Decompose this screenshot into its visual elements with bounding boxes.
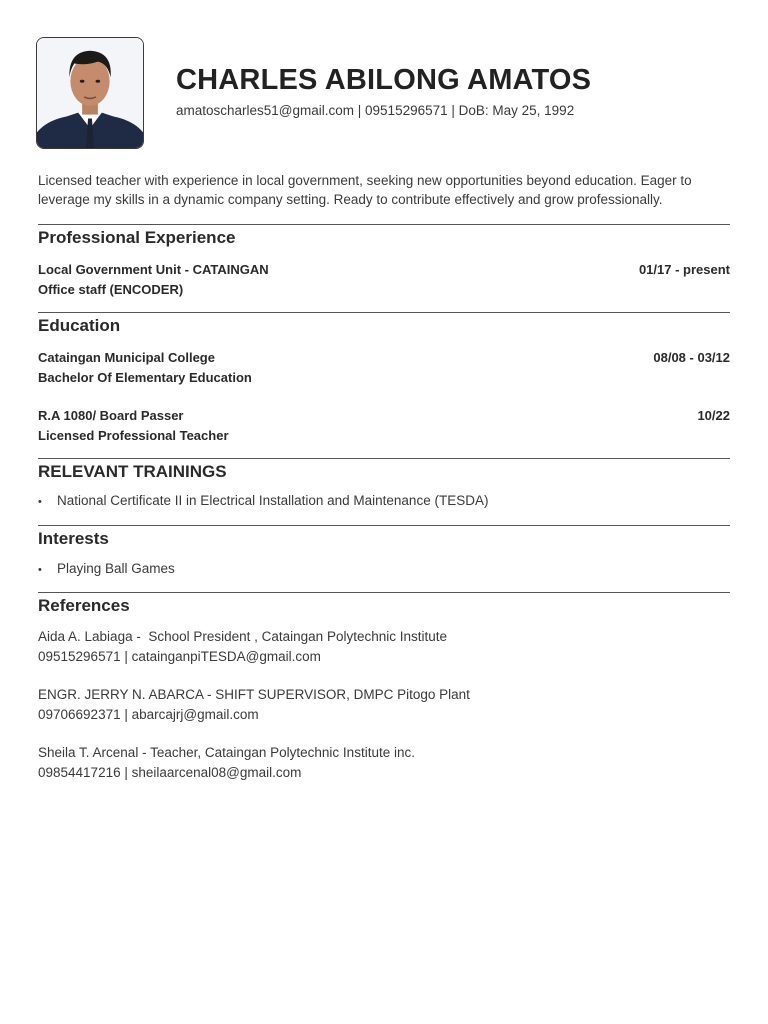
experience-entry xyxy=(38,260,730,299)
profile-photo xyxy=(36,37,144,149)
reference-contact: 09515296571 | catainganpiTESDA@gmail.com xyxy=(38,649,321,664)
reference-name: ENGR. JERRY N. ABARCA - SHIFT SUPERVISOR, DMPC Pitogo Plant xyxy=(38,687,470,702)
education-entry xyxy=(38,406,730,445)
section-divider xyxy=(38,224,730,225)
profile-summary: Licensed teacher with experience in local government, seeking new opportunities beyond education. Eager to leverage my skills in a dynamic company setting. Ready to contribute effectively and grow professionally. xyxy=(38,173,692,207)
experience-title: Professional Experience xyxy=(38,228,236,247)
candidate-name: CHARLES ABILONG AMATOS xyxy=(176,64,592,96)
bullet-icon: • xyxy=(38,496,42,508)
section-divider xyxy=(38,458,730,459)
school-name: Cataingan Municipal College xyxy=(38,350,215,365)
education-title: Education xyxy=(38,316,121,335)
degree: Bachelor Of Elementary Education xyxy=(38,369,252,385)
school-name: R.A 1080/ Board Passer xyxy=(38,408,184,423)
employer-name: Local Government Unit - CATAINGAN xyxy=(38,262,269,277)
reference-entry xyxy=(38,627,447,667)
trainings-title: RELEVANT TRAININGS xyxy=(38,462,227,481)
interests-title: Interests xyxy=(38,529,109,548)
employment-dates: 01/17 - present xyxy=(638,262,730,277)
section-divider xyxy=(38,312,730,313)
reference-contact: 09854417216 | sheilaarcenal08@gmail.com xyxy=(38,765,302,780)
reference-name: Sheila T. Arcenal - Teacher, Cataingan Polytechnic Institute inc. xyxy=(38,745,415,760)
section-divider xyxy=(38,525,730,526)
reference-entry xyxy=(38,685,470,725)
references-title: References xyxy=(38,596,130,615)
interest-item xyxy=(38,561,175,576)
education-dates: 08/08 - 03/12 xyxy=(653,350,730,365)
reference-contact: 09706692371 | abarcajrj@gmail.com xyxy=(38,707,259,722)
interest-text: Playing Ball Games xyxy=(57,561,175,576)
degree: Licensed Professional Teacher xyxy=(38,427,229,443)
bullet-icon: • xyxy=(38,564,42,576)
section-divider xyxy=(38,592,730,593)
training-text: National Certificate II in Electrical Installation and Maintenance (TESDA) xyxy=(57,493,489,508)
training-item xyxy=(38,493,488,508)
contact-line: amatoscharles51@gmail.com | 09515296571 | DoB: May 25, 1992 xyxy=(176,103,575,118)
reference-entry xyxy=(38,743,415,783)
person-portrait-icon xyxy=(37,38,143,148)
education-entry xyxy=(38,348,730,387)
education-dates: 10/22 xyxy=(697,408,730,423)
reference-name: Aida A. Labiaga - School President , Cataingan Polytechnic Institute xyxy=(38,629,448,644)
job-title: Office staff (ENCODER) xyxy=(38,281,184,297)
